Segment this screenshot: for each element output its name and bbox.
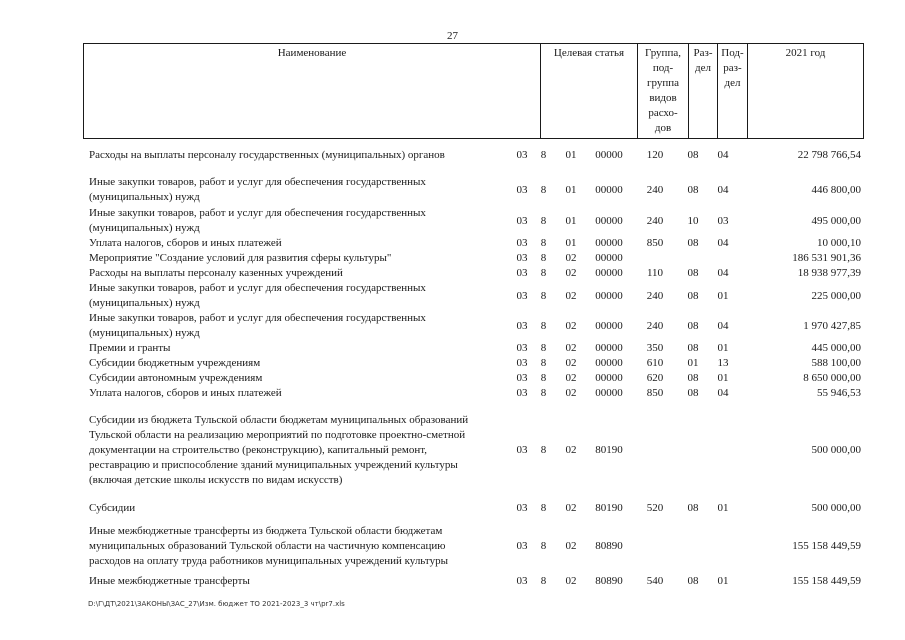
table-row xyxy=(83,266,863,281)
program-code: 03 xyxy=(516,267,528,279)
direction-code: 00000 xyxy=(595,149,623,161)
program-code: 03 xyxy=(516,214,528,227)
table-row xyxy=(83,141,863,172)
section-code: 08 xyxy=(687,237,699,249)
amount-2021: 22 798 766,54 xyxy=(797,149,861,161)
row-name: Расходы на выплаты персоналу казенных учреждений xyxy=(89,267,343,279)
direction-code: 00000 xyxy=(595,342,623,354)
measure-code: 02 xyxy=(565,252,577,264)
program-code: 03 xyxy=(516,540,528,552)
amount-2021: 186 531 901,36 xyxy=(792,252,861,264)
table-row xyxy=(83,401,863,493)
direction-code: 00000 xyxy=(595,252,623,264)
file-path-footer: D:\Г\ДТ\2021\ЗАКОНЫ\ЗАС_27\Изм. бюджет ТО 2021-2023_3 чт\pr7.xls xyxy=(88,600,345,608)
subprogram-code: 8 xyxy=(540,342,547,354)
subprogram-code: 8 xyxy=(540,575,547,587)
table-row xyxy=(83,493,863,524)
row-name: Иные закупки товаров, работ и услуг для обеспечения государственных (муниципальных) нужд xyxy=(89,207,426,234)
amount-2021: 225 000,00 xyxy=(811,289,861,302)
section-code: 10 xyxy=(687,214,699,227)
table-body xyxy=(83,141,863,589)
row-name: Субсидии из бюджета Тульской области бюджетам муниципальных образований Тульской области на реализацию мероприятий по подготовке проектно-сметной документации на строительство (реконструкцию), капитальный ремонт, реставрацию и приспособление зданий муниципальных учреждений культуры (включая детские школы искусств по видам искусств) xyxy=(89,414,469,486)
expense-group: 520 xyxy=(646,502,664,514)
header-expense-group: Группа, под- группа видов расхо- дов xyxy=(638,44,689,139)
measure-code: 01 xyxy=(565,149,577,161)
expense-group: 850 xyxy=(646,387,664,399)
subprogram-code: 8 xyxy=(540,357,547,369)
direction-code: 80890 xyxy=(595,540,623,552)
subsection-code: 04 xyxy=(717,149,729,161)
subprogram-code: 8 xyxy=(540,267,547,279)
header-subsection: Под- раз- дел xyxy=(718,44,748,139)
row-name: Расходы на выплаты персоналу государственных (муниципальных) органов xyxy=(89,149,445,161)
amount-2021: 10 000,10 xyxy=(817,237,861,249)
program-code: 03 xyxy=(516,444,528,456)
subprogram-code: 8 xyxy=(540,540,547,552)
measure-code: 02 xyxy=(565,444,577,456)
direction-code: 80890 xyxy=(595,575,623,587)
header-name: Наименование xyxy=(84,44,541,139)
row-name: Уплата налогов, сборов и иных платежей xyxy=(89,387,282,399)
section-code: 08 xyxy=(687,502,699,514)
row-name: Мероприятие "Создание условий для развития сферы культуры" xyxy=(89,252,392,264)
row-name: Иные закупки товаров, работ и услуг для обеспечения государственных (муниципальных) нужд xyxy=(89,282,426,309)
direction-code: 00000 xyxy=(595,319,623,332)
direction-code: 00000 xyxy=(595,183,623,196)
subprogram-code: 8 xyxy=(540,319,547,332)
amount-2021: 1 970 427,85 xyxy=(803,319,861,332)
table-row xyxy=(83,236,863,251)
row-name: Премии и гранты xyxy=(89,342,171,354)
subsection-code: 01 xyxy=(717,289,729,302)
subprogram-code: 8 xyxy=(540,289,547,302)
program-code: 03 xyxy=(516,319,528,332)
amount-2021: 8 650 000,00 xyxy=(803,372,861,384)
subprogram-code: 8 xyxy=(540,252,547,264)
section-code: 08 xyxy=(687,149,699,161)
table-row xyxy=(83,386,863,401)
table-row xyxy=(83,356,863,371)
table-row xyxy=(83,281,863,311)
measure-code: 02 xyxy=(565,387,577,399)
measure-code: 02 xyxy=(565,289,577,302)
measure-code: 01 xyxy=(565,237,577,249)
subprogram-code: 8 xyxy=(540,502,547,514)
row-name: Субсидии автономным учреждениям xyxy=(89,372,263,384)
amount-2021: 55 946,53 xyxy=(817,387,861,399)
subsection-code: 04 xyxy=(717,319,729,332)
subprogram-code: 8 xyxy=(540,183,547,196)
measure-code: 02 xyxy=(565,319,577,332)
section-code: 08 xyxy=(687,342,699,354)
table-header xyxy=(83,43,864,139)
expense-group: 240 xyxy=(646,319,664,332)
header-target-article: Целевая статья xyxy=(541,44,638,139)
section-code: 08 xyxy=(687,289,699,302)
header-year: 2021 год xyxy=(748,44,864,139)
direction-code: 80190 xyxy=(595,444,623,456)
direction-code: 00000 xyxy=(595,387,623,399)
program-code: 03 xyxy=(516,252,528,264)
program-code: 03 xyxy=(516,357,528,369)
direction-code: 00000 xyxy=(595,214,623,227)
table-row xyxy=(83,172,863,206)
expense-group: 240 xyxy=(646,289,664,302)
program-code: 03 xyxy=(516,342,528,354)
subprogram-code: 8 xyxy=(540,372,547,384)
measure-code: 01 xyxy=(565,183,577,196)
subsection-code: 04 xyxy=(717,267,729,279)
row-name: Иные закупки товаров, работ и услуг для обеспечения государственных (муниципальных) нужд xyxy=(89,312,426,339)
expense-group: 540 xyxy=(646,575,664,587)
table-row xyxy=(83,251,863,266)
program-code: 03 xyxy=(516,183,528,196)
subprogram-code: 8 xyxy=(540,149,547,161)
subsection-code: 04 xyxy=(717,183,729,196)
subprogram-code: 8 xyxy=(540,237,547,249)
program-code: 03 xyxy=(516,387,528,399)
amount-2021: 155 158 449,59 xyxy=(792,575,861,587)
direction-code: 00000 xyxy=(595,237,623,249)
subsection-code: 01 xyxy=(717,575,729,587)
row-name: Иные межбюджетные трансферты из бюджета Тульской области бюджетам муниципальных образований Тульской области на частичную компенсацию расходов на оплату труда работников муниципальных учреждений культуры xyxy=(89,525,448,567)
table-row xyxy=(83,311,863,341)
section-code: 08 xyxy=(687,267,699,279)
amount-2021: 500 000,00 xyxy=(811,444,861,456)
section-code: 08 xyxy=(687,575,699,587)
table-row xyxy=(83,371,863,386)
section-code: 08 xyxy=(687,183,699,196)
amount-2021: 155 158 449,59 xyxy=(792,540,861,552)
program-code: 03 xyxy=(516,502,528,514)
row-name: Субсидии xyxy=(89,502,136,514)
measure-code: 02 xyxy=(565,342,577,354)
row-name: Субсидии бюджетным учреждениям xyxy=(89,357,261,369)
direction-code: 00000 xyxy=(595,372,623,384)
measure-code: 01 xyxy=(565,214,577,227)
section-code: 08 xyxy=(687,372,699,384)
section-code: 08 xyxy=(687,319,699,332)
section-code: 08 xyxy=(687,387,699,399)
expense-group: 120 xyxy=(646,149,664,161)
row-name: Иные межбюджетные трансферты xyxy=(89,575,250,587)
program-code: 03 xyxy=(516,289,528,302)
direction-code: 00000 xyxy=(595,289,623,302)
subsection-code: 01 xyxy=(717,372,729,384)
row-name: Иные закупки товаров, работ и услуг для обеспечения государственных (муниципальных) нужд xyxy=(89,176,426,203)
direction-code: 00000 xyxy=(595,267,623,279)
row-name: Уплата налогов, сборов и иных платежей xyxy=(89,237,282,249)
header-section: Раз- дел xyxy=(689,44,718,139)
expense-group: 240 xyxy=(646,214,664,227)
table-row xyxy=(83,524,863,574)
amount-2021: 446 800,00 xyxy=(811,183,861,196)
table-row xyxy=(83,341,863,356)
subsection-code: 01 xyxy=(717,502,729,514)
measure-code: 02 xyxy=(565,372,577,384)
expense-group: 350 xyxy=(646,342,664,354)
subprogram-code: 8 xyxy=(540,444,547,456)
amount-2021: 588 100,00 xyxy=(811,357,861,369)
expense-group: 610 xyxy=(646,357,664,369)
expense-group: 850 xyxy=(646,237,664,249)
table-row xyxy=(83,574,863,589)
measure-code: 02 xyxy=(565,357,577,369)
program-code: 03 xyxy=(516,575,528,587)
subsection-code: 04 xyxy=(717,237,729,249)
subsection-code: 04 xyxy=(717,387,729,399)
amount-2021: 18 938 977,39 xyxy=(797,267,861,279)
page-number: 27 xyxy=(447,30,458,42)
program-code: 03 xyxy=(516,372,528,384)
measure-code: 02 xyxy=(565,540,577,552)
subprogram-code: 8 xyxy=(540,214,547,227)
program-code: 03 xyxy=(516,237,528,249)
measure-code: 02 xyxy=(565,575,577,587)
program-code: 03 xyxy=(516,149,528,161)
direction-code: 00000 xyxy=(595,357,623,369)
subsection-code: 01 xyxy=(717,342,729,354)
direction-code: 80190 xyxy=(595,502,623,514)
amount-2021: 500 000,00 xyxy=(811,502,861,514)
amount-2021: 495 000,00 xyxy=(811,214,861,227)
table-row xyxy=(83,206,863,236)
amount-2021: 445 000,00 xyxy=(811,342,861,354)
measure-code: 02 xyxy=(565,267,577,279)
section-code: 01 xyxy=(687,357,699,369)
expense-group: 240 xyxy=(646,183,664,196)
expense-group: 110 xyxy=(646,267,664,279)
subprogram-code: 8 xyxy=(540,387,547,399)
expense-group: 620 xyxy=(646,372,664,384)
subsection-code: 03 xyxy=(717,214,729,227)
measure-code: 02 xyxy=(565,502,577,514)
subsection-code: 13 xyxy=(717,357,729,369)
